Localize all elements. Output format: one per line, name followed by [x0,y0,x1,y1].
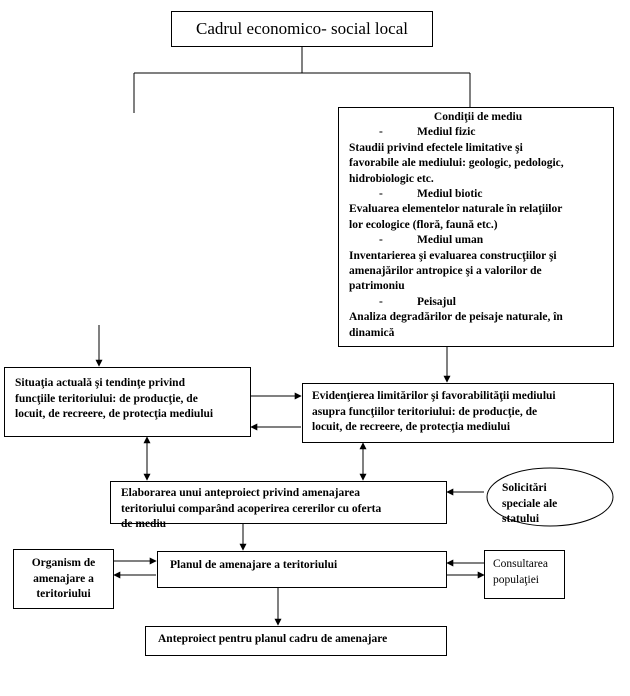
environmental-conditions-title: Condiţii de mediu [433,111,523,123]
special-requests-line: statului [502,513,540,525]
public-consultation-line: Consultarea [493,558,548,570]
condition-line: dinamică [349,326,395,339]
condition-line: lor ecologice (floră, faună etc.) [349,218,498,231]
preliminary-project-line: de mediu [121,518,167,530]
planning-body-line: teritoriului [36,588,91,600]
preliminary-project-line: Elaborarea unui anteproiect privind amenajarea [121,487,360,499]
current-situation-box [4,367,251,437]
special-requests-text [496,481,602,525]
condition-line: - Peisajul [379,295,456,308]
planning-body-line: Organism de [31,557,96,569]
environmental-limits-line: Evidenţierea limitărilor şi favorabilităţii mediului [312,390,556,402]
condition-line: - Mediul biotic [379,188,483,201]
planning-body-line: amenajare a [33,572,94,585]
preliminary-project-line: teritoriului comparând acoperirea cererilor cu oferta [121,502,382,515]
condition-line: hidrobiologic etc. [349,172,434,185]
planning-body-box [13,549,114,609]
environmental-limits-line: asupra funcţiilor teritoriului: de producţie, de [312,405,538,418]
condition-line: favorabile ale mediului: geologic, pedologic, [349,157,564,170]
territory-plan-box [157,551,447,588]
framework-project-title: Anteproiect pentru planul cadru de amenajare [158,633,388,645]
current-situation-line: funcţiile teritoriului: de producţie, de [15,392,198,405]
environmental-conditions-box [338,107,614,347]
environmental-limits-line: locuit, de recreere, de protecţia mediului [312,421,511,433]
special-requests-line: speciale ale [502,497,558,510]
condition-line: Analiza degradărilor de peisaje naturale, în [349,311,563,324]
public-consultation-line: populaţiei [493,573,539,586]
condition-line: Staudii privind efectele limitative şi [349,141,523,154]
condition-line: - Mediul uman [379,234,484,247]
preliminary-project-box [110,481,447,530]
public-consultation-box [484,550,565,599]
condition-line: Inventarierea şi evaluarea construcţiilor şi [349,249,557,262]
condition-line: amenajărilor antropice şi a valorilor de [349,265,542,278]
condition-line: Evaluarea elementelor naturale în relaţiilor [349,203,563,216]
special-requests-line: Solicitări [502,482,547,494]
economic-social-framework-box [171,11,433,47]
condition-line: patrimoniu [349,280,405,293]
territory-plan-title: Planul de amenajare a teritoriului [170,559,338,571]
condition-line: - Mediul fizic [379,126,476,139]
current-situation-line: Situaţia actuală şi tendinţe privind [15,377,185,389]
economic-social-framework-title: Cadrul economico- social local [196,19,408,38]
framework-project-box [145,626,447,656]
environmental-limits-box [302,383,614,443]
current-situation-line: locuit, de recreere, de protecţia mediului [15,408,214,420]
